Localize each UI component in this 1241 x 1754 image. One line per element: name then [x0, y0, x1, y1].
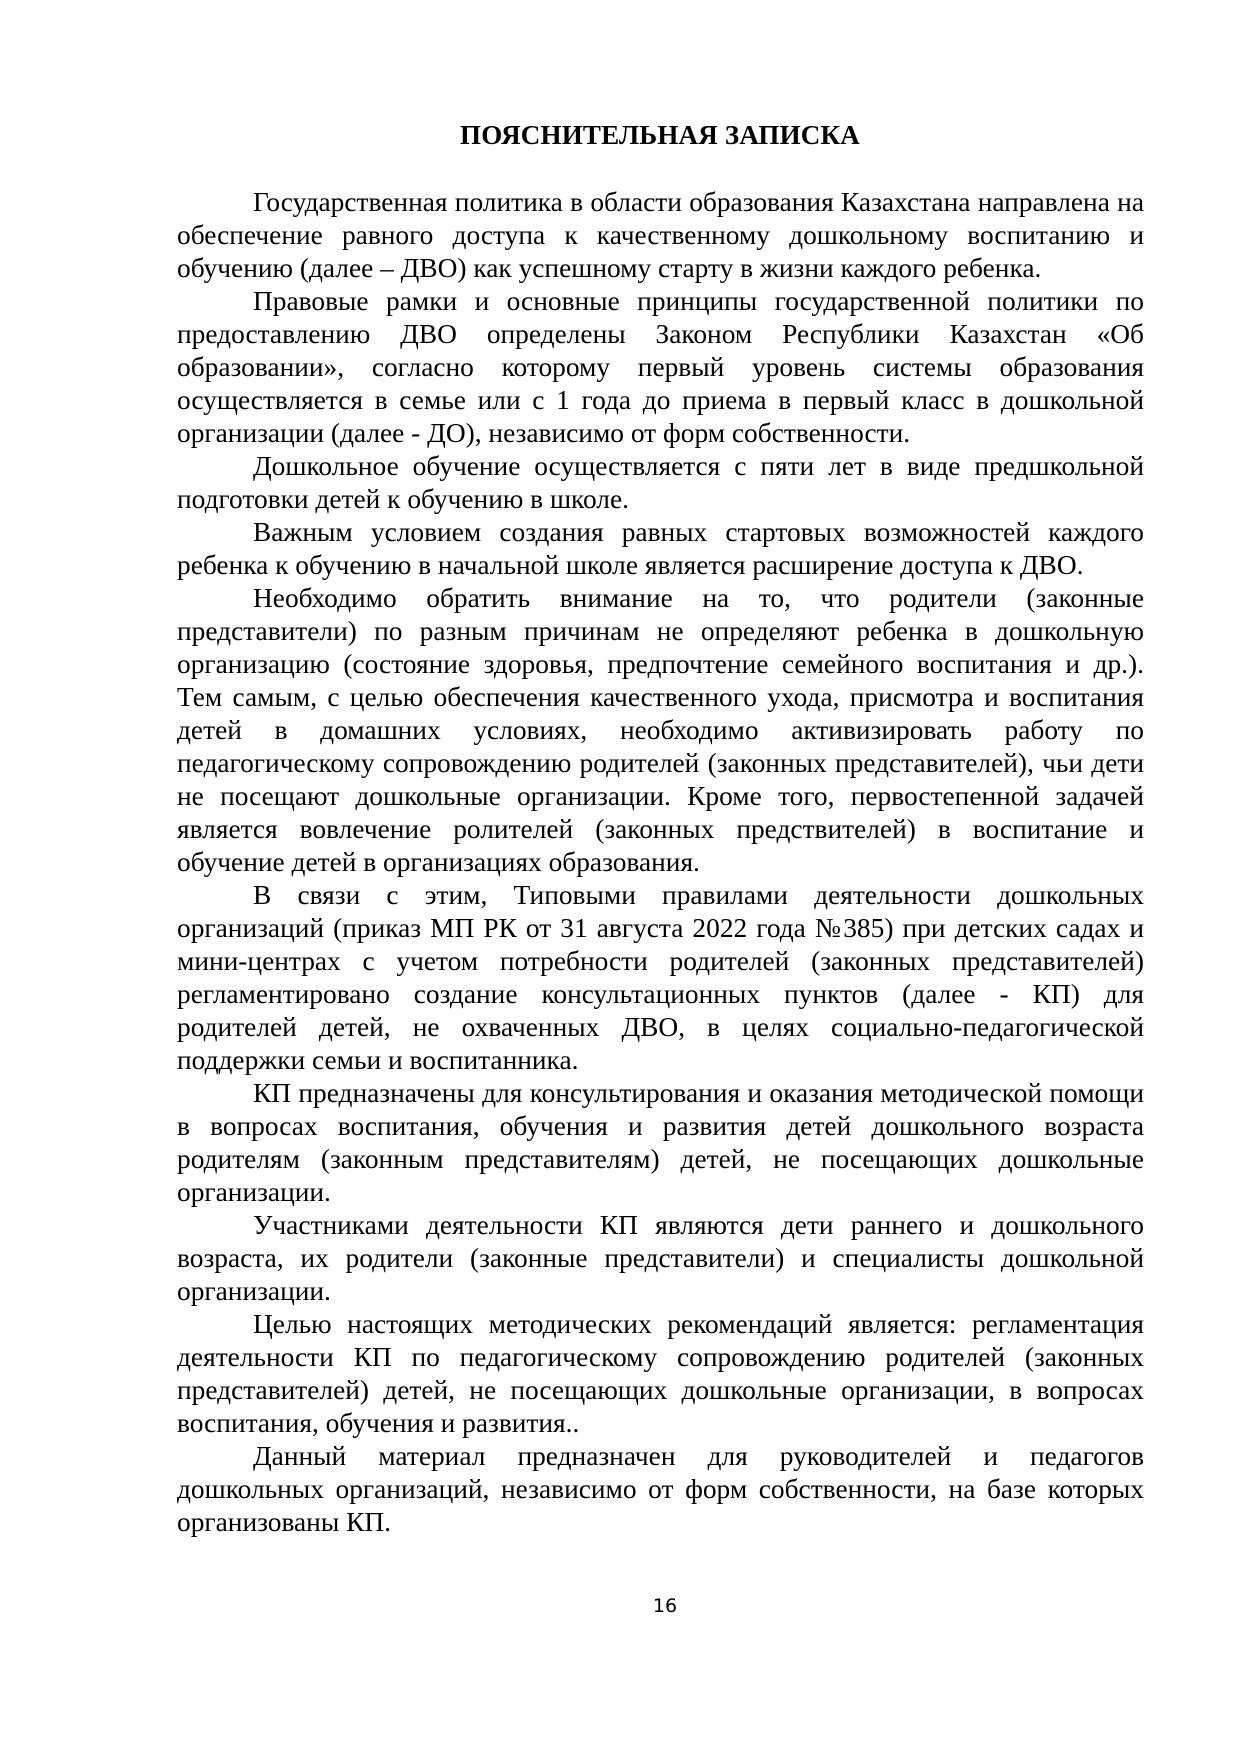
paragraph: Правовые рамки и основные принципы государственной политики по предоставлению ДВО определены Законом Республики Казахстан «Об образовании», согласно которому первый уровень системы образования осуществляется в семье или с 1 года до приема в первый класс в дошкольной организации (далее - ДО), независимо от форм собственности.: [177, 286, 1144, 448]
paragraph: Данный материал предназначен для руководителей и педагогов дошкольных организаций, независимо от форм собственности, на базе которых организованы КП.: [177, 1441, 1144, 1537]
paragraph: Необходимо обратить внимание на то, что родители (законные представители) по разным причинам не определяют ребенка в дошкольную организацию (состояние здоровья, предпочтение семейного воспитания и др.). Тем самым, с целью обеспечения качественного ухода, присмотра и воспитания детей в домашних условиях, необходимо активизировать работу по педагогическому сопровождению родителей (законных представителей), чьи дети не посещают дошкольные организации. Кроме того, первостепенной задачей является вовлечение ролителей (законных предствителей) в воспитание и обучение детей в организациях образования.: [177, 583, 1144, 877]
page-title: ПОЯСНИТЕЛЬНАЯ ЗАПИСКА: [460, 120, 860, 150]
body-text: [177, 186, 1144, 1539]
paragraph: В связи с этим, Типовыми правилами деятельности дошкольных организаций (приказ МП РК от 31 августа 2022 года №385) при детских садах и мини-центрах с учетом потребности родителей (законных представителей) регламентировано создание консультационных пунктов (далее - КП) для родителей детей, не охваченных ДВО, в целях социально-педагогической поддержки семьи и воспитанника.: [177, 880, 1144, 1075]
paragraph: Участниками деятельности КП являются дети раннего и дошкольного возраста, их родители (законные представители) и специалисты дошкольной организации.: [177, 1210, 1144, 1306]
page-number: 16: [652, 1595, 678, 1617]
paragraph: Дошкольное обучение осуществляется с пяти лет в виде предшкольной подготовки детей к обучению в школе.: [177, 451, 1144, 514]
paragraph: Важным условием создания равных стартовых возможностей каждого ребенка к обучению в начальной школе является расширение доступа к ДВО.: [177, 517, 1144, 580]
paragraph: КП предназначены для консультирования и оказания методической помощи в вопросах воспитания, обучения и развития детей дошкольного возраста родителям (законным представителям) детей, не посещающих дошкольные организации.: [177, 1078, 1144, 1207]
paragraph: Государственная политика в области образования Казахстана направлена на обеспечение равного доступа к качественному дошкольному воспитанию и обучению (далее – ДВО) как успешному старту в жизни каждого ребенка.: [177, 187, 1144, 283]
paragraph: Целью настоящих методических рекомендаций является: регламентация деятельности КП по педагогическому сопровождению родителей (законных представителей) детей, не посещающих дошкольные организации, в вопросах воспитания, обучения и развития..: [177, 1309, 1144, 1438]
